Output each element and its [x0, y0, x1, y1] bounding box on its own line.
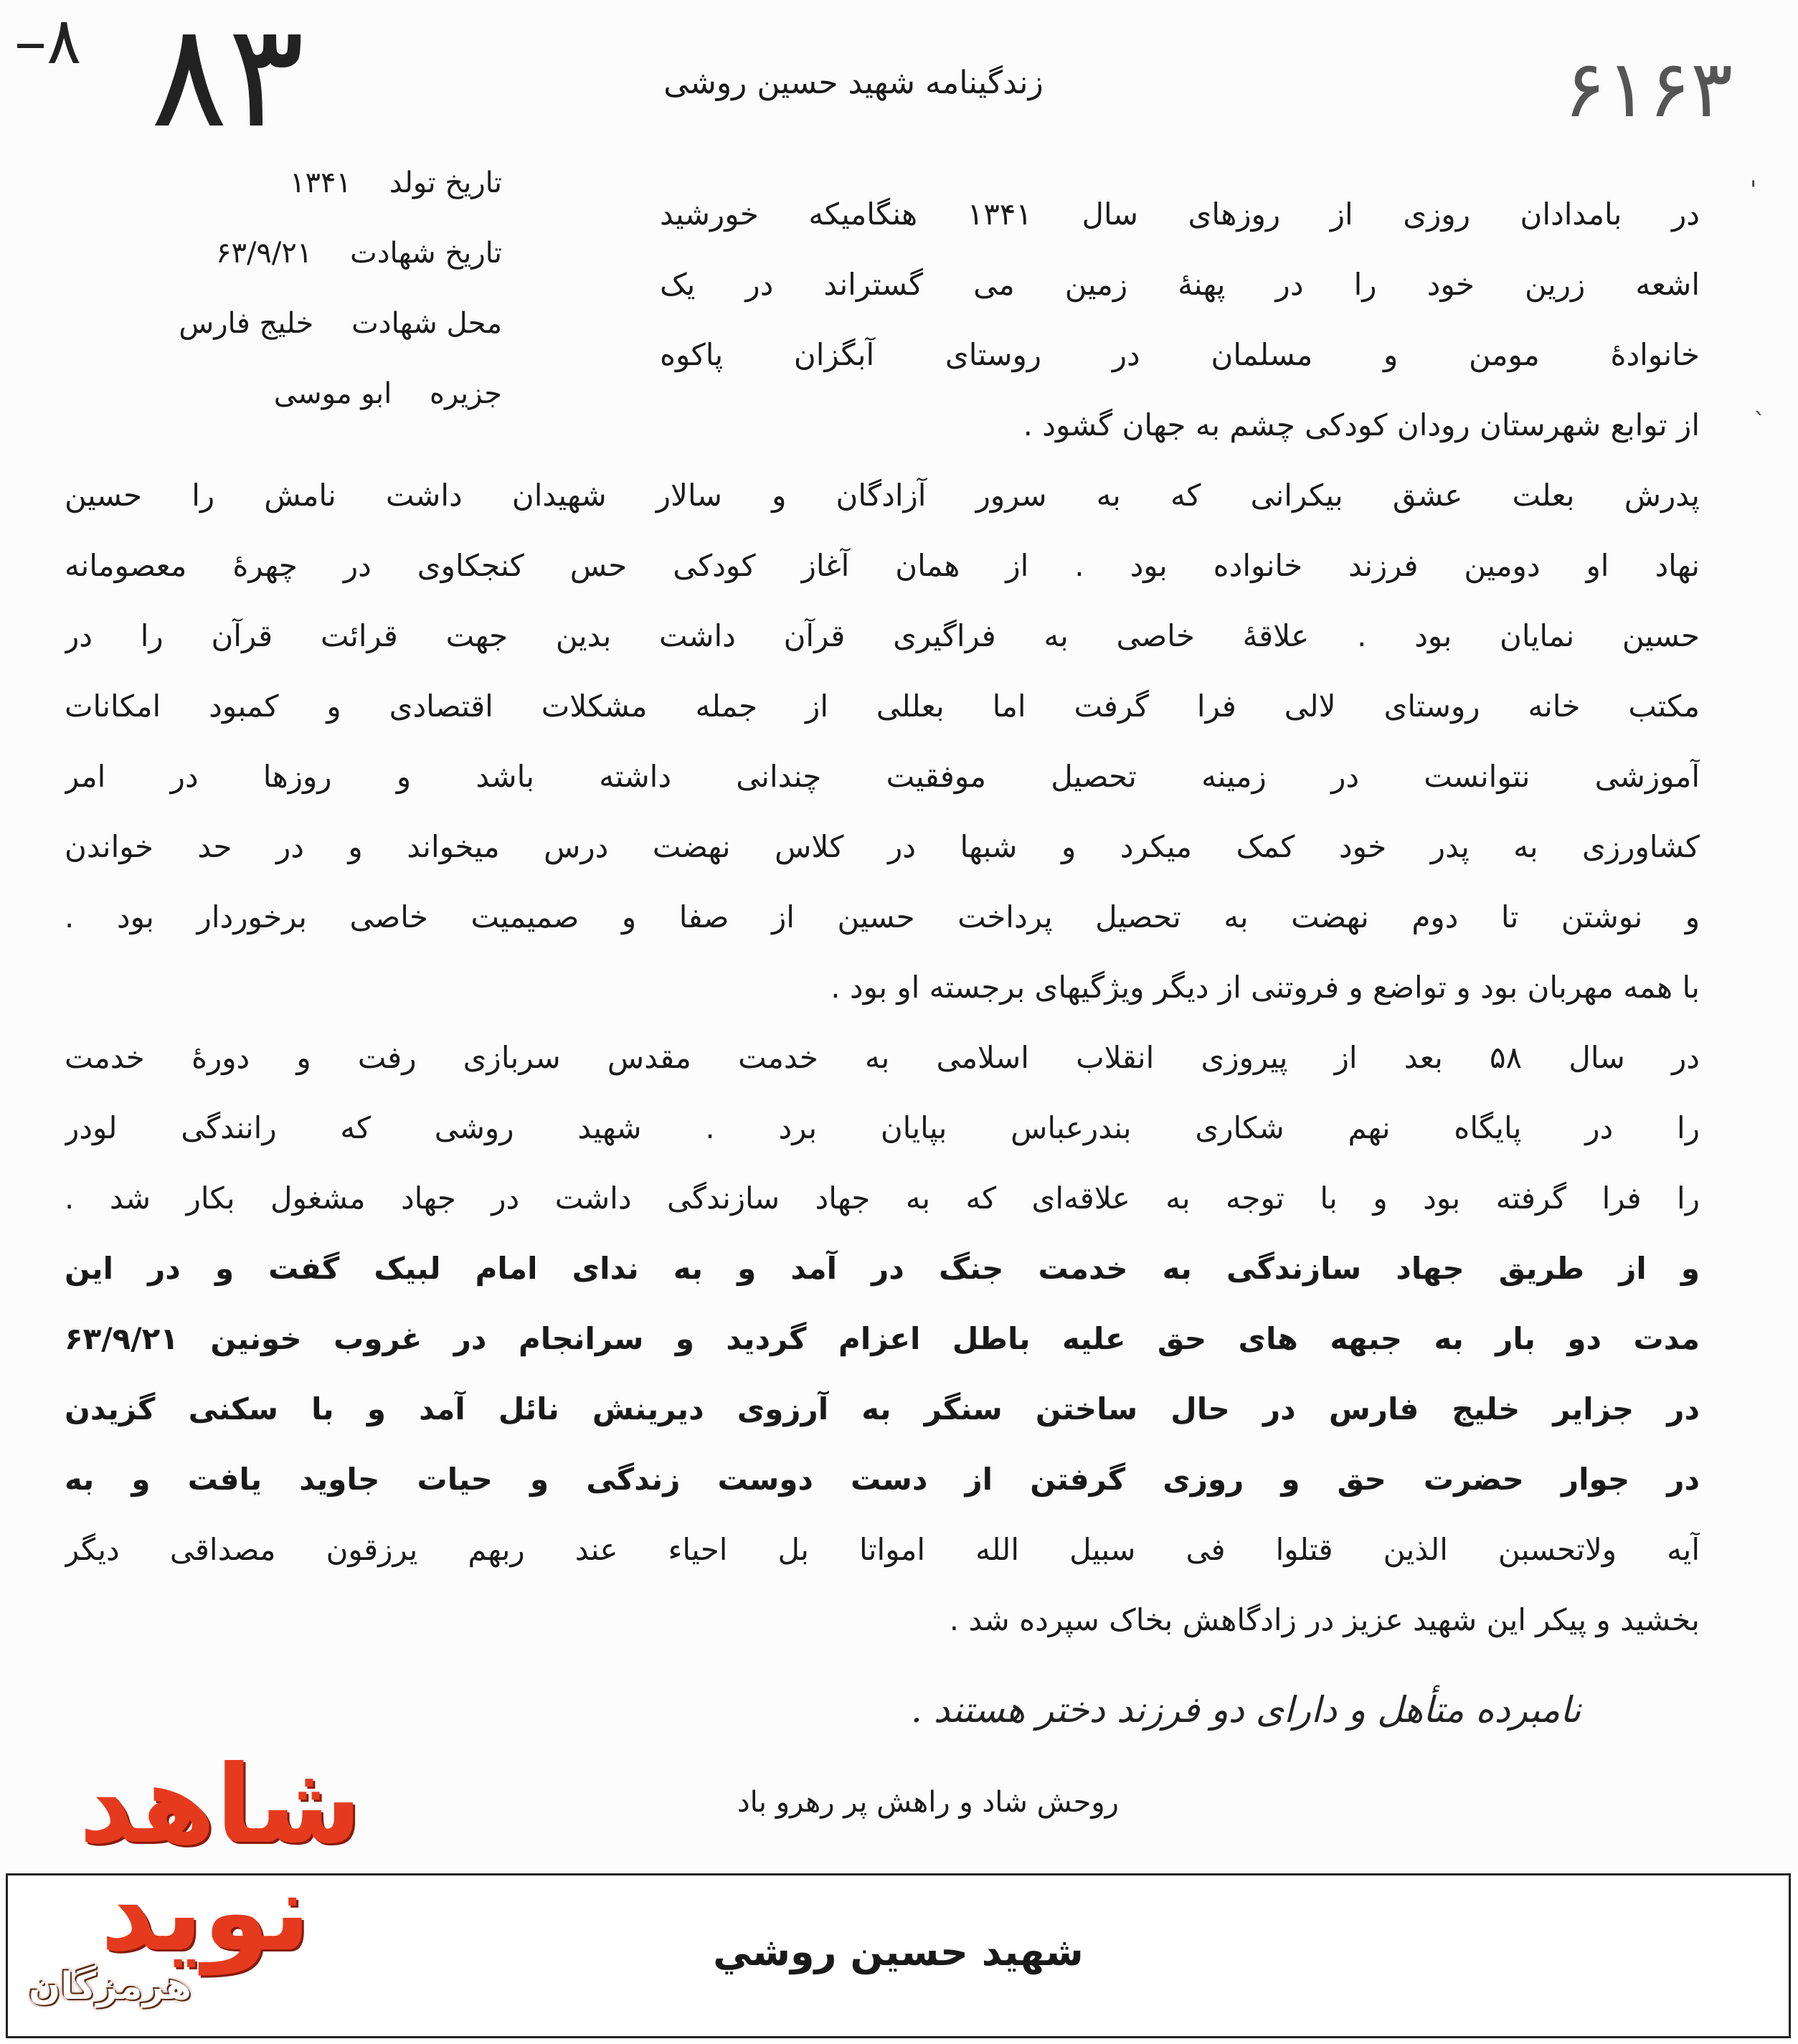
- body-line: پدرش بعلت عشق بیکرانی که به سرور آزادگان و سالار شهیدان داشت نامش را حسین: [65, 478, 1700, 513]
- body-line: خانوادهٔ مومن و مسلمان در روستای آبگزان پاکوه: [660, 337, 1700, 372]
- meta-value: ۶۳/۹/۲۱: [215, 237, 313, 270]
- body-line: نهاد او دومین فرزند خانواده بود . از همان آغاز کودکی حس کنجکاوی در چهرهٔ معصومانه: [65, 548, 1700, 583]
- body-line: در جزایر خلیج فارس در حال ساختن سنگر به آرزوی دیرینش نائل آمد و با سکنی گزیدن: [65, 1391, 1700, 1426]
- logo-text-navid: نوید: [100, 1850, 311, 1975]
- body-line: از توابع شهرستان رودان کودکی چشم به جهان گشود .: [1023, 407, 1700, 443]
- dash-mark: –۸: [14, 4, 82, 79]
- body-line: کشاورزی به پدر خود کمک میکرد و شبها در کلاس نهضت درس میخواند و در حد خواندن: [65, 829, 1700, 864]
- body-line: در سال ۵۸ بعد از پیروزی انقلاب اسلامی به خدمت مقدس سربازی رفت و دورهٔ خدمت: [65, 1040, 1700, 1075]
- body-line: حسین نمایان بود . علاقهٔ خاصی به فراگیری قرآن داشت بدین جهت قرائت قرآن را در: [65, 618, 1700, 653]
- meta-label: تاریخ تولد: [389, 166, 502, 199]
- document-title: زندگینامه شهید حسین روشی: [663, 65, 1044, 101]
- body-line: بخشید و پیکر این شهید عزیز در زادگاهش بخاک سپرده شد .: [949, 1602, 1700, 1637]
- margin-mark: ': [1750, 176, 1757, 204]
- body-line: و از طریق جهاد سازندگی به خدمت جنگ در آمد و به ندای امام لبیک گفت و در این: [65, 1251, 1700, 1286]
- logo-text-hormozgan: هرمزگان: [29, 1965, 192, 2008]
- body-line: مدت دو بار به جبهه های حق علیه باطل اعزام گردید و سرانجام در غروب خونین ۶۳/۹/۲۱: [65, 1321, 1700, 1356]
- body-line: مکتب خانه روستای لالی فرا گرفت اما بعللی از جمله مشکلات اقتصادی و کمبود امکانات: [65, 689, 1700, 724]
- meta-label: جزیره: [430, 377, 502, 410]
- meta-value: خلیج فارس: [179, 307, 314, 340]
- margin-mark: ˎ: [1754, 387, 1766, 416]
- handwritten-note: نامبرده متأهل و دارای دو فرزند دختر هستند .: [911, 1689, 1581, 1731]
- body-line: و نوشتن تا دوم نهضت به تحصیل پرداخت حسین از صفا و صمیمیت خاصی برخوردار بود .: [65, 899, 1700, 935]
- meta-value: ۱۳۴۱: [290, 166, 351, 199]
- logo-text-shahed: شاهد: [79, 1743, 362, 1868]
- body-line: در بامدادان روزی از روزهای سال ۱۳۴۱ هنگامیکه خورشید: [660, 197, 1700, 232]
- navid-shahed-logo: [14, 1743, 362, 2022]
- body-line: آیه ولاتحسبن الذین قتلوا فی سبیل الله امواتا بل احیاء عند ربهم یرزقون مصداقی دیگر: [65, 1532, 1700, 1567]
- meta-label: محل شهادت: [351, 307, 502, 340]
- footer-caption: شهید حسین روشي: [713, 1929, 1084, 1974]
- body-line: با همه مهربان بود و تواضع و فروتنی از دیگر ویژگیهای برجسته او بود .: [831, 970, 1700, 1005]
- body-line: را فرا گرفته بود و با توجه به علاقه‌ای که به جهاد سازندگی داشت در جهاد مشغول بکار شد .: [65, 1180, 1700, 1216]
- body-line: اشعه زرین خود را در پهنهٔ زمین می گستراند در یک: [660, 267, 1700, 302]
- biography-body: [65, 179, 1700, 1655]
- closing-line: روحش شاد و راهش پر رهرو باد: [737, 1786, 1119, 1819]
- page-number: ۸۳: [151, 0, 305, 160]
- body-line: آموزشی نتوانست در زمینه تحصیل موفقیت چندانی داشته باشد و روزها در امر: [65, 759, 1700, 794]
- meta-label: تاریخ شهادت: [350, 237, 502, 270]
- body-line: در جوار حضرت حق و روزی گرفتن از دست دوست زندگی و حیات جاوید یافت و به: [65, 1462, 1700, 1497]
- archive-number: ۶۱۶۳: [1563, 43, 1733, 135]
- meta-value: ابو موسی: [273, 377, 392, 410]
- body-line: را در پایگاه نهم شکاری بندرعباس بپایان برد . شهید روشی که رانندگی لودر: [65, 1110, 1700, 1145]
